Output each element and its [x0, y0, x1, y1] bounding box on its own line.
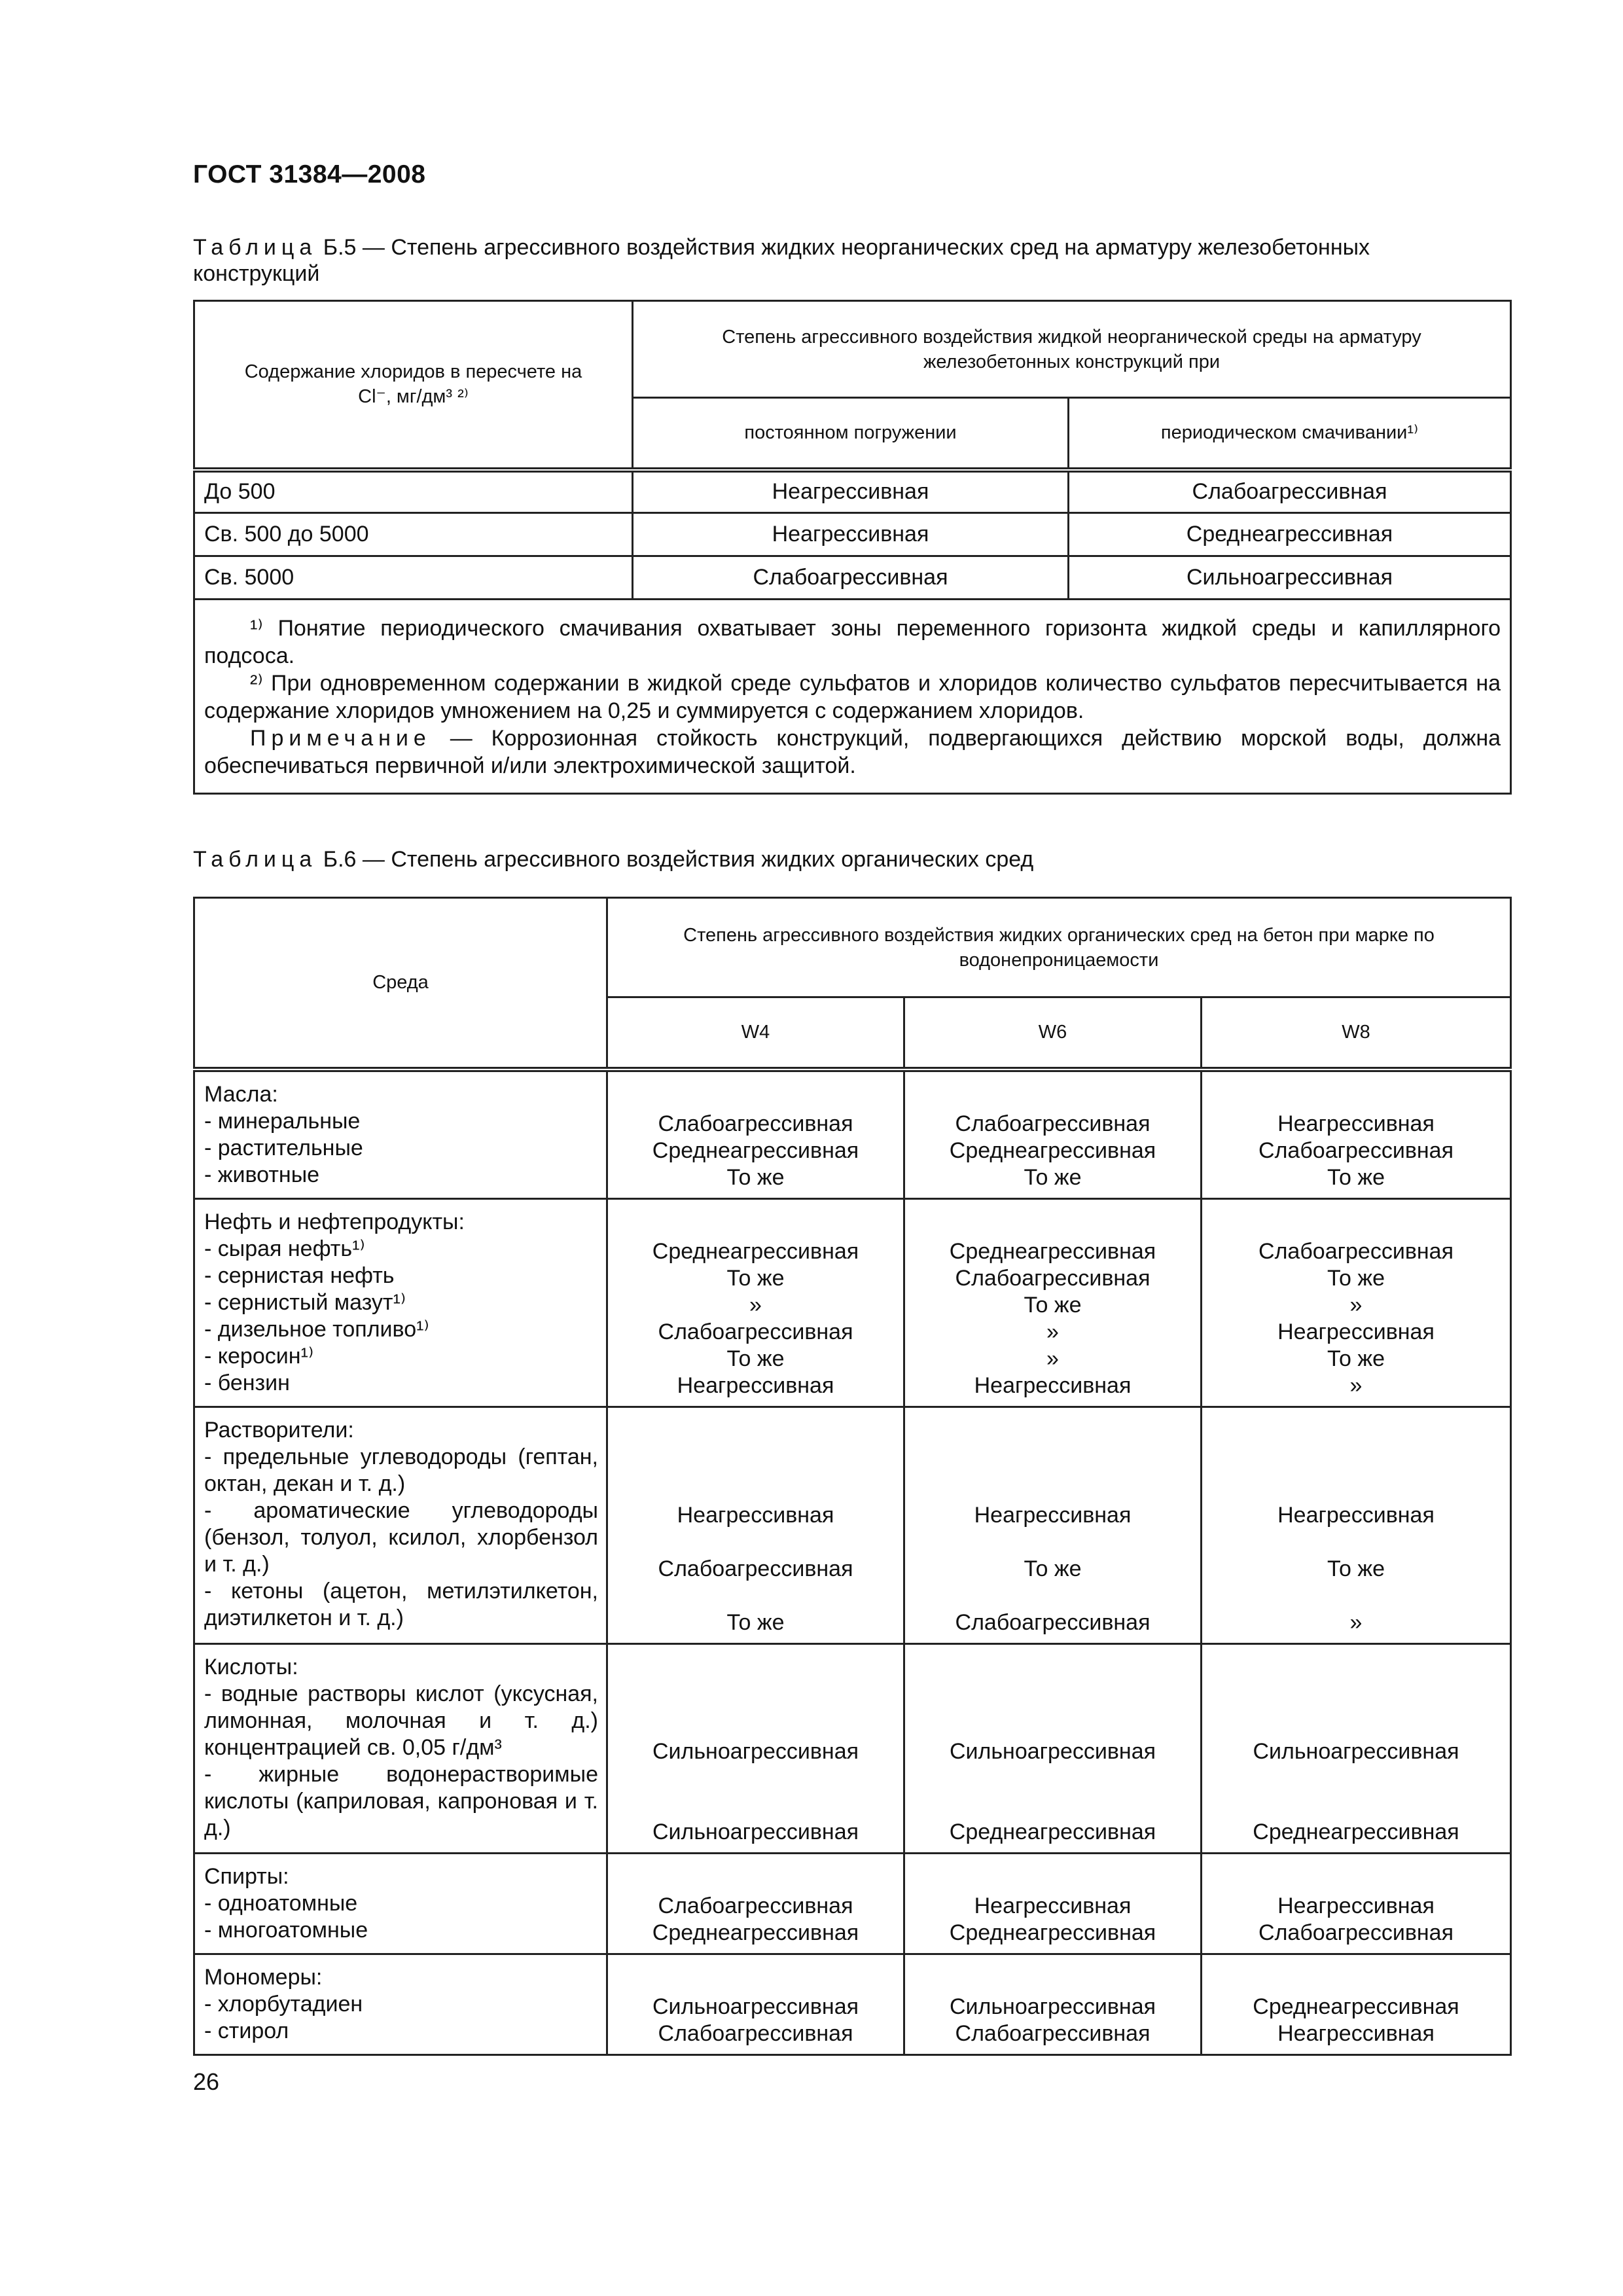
note-text: — Коррозионная стойкость конструкций, подвергающихся действию морской воды, должна обеспечиваться первичной и/или электрохимической защитой.	[204, 726, 1501, 778]
rating-value: То же	[726, 1609, 785, 1635]
page-number: 26	[193, 2068, 220, 2095]
medium-item: - растительные	[204, 1135, 363, 1160]
note-label: Примечание	[250, 726, 431, 751]
rating-value: То же	[1024, 1292, 1082, 1318]
medium-cell	[194, 1853, 607, 1954]
rating-value: Среднеагрессивная	[949, 1138, 1156, 1163]
medium-item: - жирные водонерастворимые кислоты (каприловая, капроновая и т. д.)	[204, 1761, 598, 1840]
table6-caption	[193, 846, 1495, 872]
rating-cell-w4	[607, 1643, 904, 1853]
table5-cell: Среднеагрессивная	[1069, 513, 1511, 556]
rating-value: Слабоагрессивная	[658, 1319, 853, 1344]
rating-value: То же	[1327, 1556, 1385, 1581]
medium-group-title: Мономеры:	[204, 1964, 323, 1990]
rating-value: То же	[1024, 1164, 1082, 1190]
table5-cell: Св. 5000	[194, 556, 633, 600]
medium-item: - керосин¹⁾	[204, 1343, 314, 1369]
rating-value: »	[1349, 1292, 1363, 1318]
medium-item: - одноатомные	[204, 1890, 358, 1916]
table5-caption-text: Б.5 — Степень агрессивного воздействия жидких неорганических сред на арматуру железобетонных конструкций	[193, 235, 1370, 286]
rating-cell-w8	[1202, 1853, 1511, 1954]
rating-value: Среднеагрессивная	[949, 1238, 1156, 1264]
table5-cell: Неагрессивная	[633, 513, 1069, 556]
medium-group-title: Нефть и нефтепродукты:	[204, 1209, 465, 1234]
medium-item: - хлорбутадиен	[204, 1991, 363, 2017]
rating-value: Неагрессивная	[974, 1372, 1132, 1398]
medium-cell	[194, 1069, 607, 1199]
table-b5	[193, 300, 1512, 795]
rating-value: »	[1046, 1319, 1059, 1344]
table5-cell: Слабоагрессивная	[1069, 470, 1511, 513]
rating-value: Слабоагрессивная	[658, 2020, 853, 2046]
rating-value: Среднеагрессивная	[1253, 1819, 1459, 1844]
medium-item: - сернистая нефть	[204, 1263, 395, 1288]
table-row	[194, 1198, 1511, 1407]
rating-value: Слабоагрессивная	[658, 1893, 853, 1918]
table5-cell: Сильноагрессивная	[1069, 556, 1511, 600]
rating-value: Сильноагрессивная	[652, 1994, 859, 2019]
table5-sub2-header: периодическом смачивании¹⁾	[1069, 398, 1511, 470]
medium-item: - водные растворы кислот (уксусная, лимонная, молочная и т. д.) концентрацией св. 0,05 г/дм³	[204, 1681, 598, 1760]
rating-cell-w6	[904, 1069, 1202, 1199]
rating-cell-w4	[607, 1198, 904, 1407]
table5-sub1-header: постоянном погружении	[633, 398, 1069, 470]
table5-cell: Неагрессивная	[633, 470, 1069, 513]
rating-value: »	[1046, 1346, 1059, 1371]
rating-value: Слабоагрессивная	[1258, 1138, 1454, 1163]
medium-group-title: Спирты:	[204, 1863, 289, 1889]
rating-cell-w4	[607, 1853, 904, 1954]
medium-item: - стирол	[204, 2018, 289, 2043]
rating-value: Сильноагрессивная	[652, 1738, 859, 1764]
rating-value: Среднеагрессивная	[949, 1920, 1156, 1945]
rating-cell-w8	[1202, 1643, 1511, 1853]
rating-value: Сильноагрессивная	[652, 1819, 859, 1844]
medium-item: - дизельное топливо¹⁾	[204, 1316, 429, 1342]
medium-item: - предельные углеводороды (гептан, октан, декан и т. д.)	[204, 1444, 598, 1496]
table-row	[194, 1853, 1511, 1954]
rating-value: То же	[726, 1346, 785, 1371]
rating-value: Среднеагрессивная	[652, 1920, 859, 1945]
rating-value: Слабоагрессивная	[658, 1556, 853, 1581]
medium-cell	[194, 1954, 607, 2054]
rating-value: Среднеагрессивная	[1253, 1994, 1459, 2019]
rating-value: То же	[726, 1164, 785, 1190]
table5-cell: Св. 500 до 5000	[194, 513, 633, 556]
table6-group-header: Степень агрессивного воздействия жидких органических сред на бетон при марке по водонепроницаемости	[607, 898, 1511, 997]
rating-value: То же	[1327, 1346, 1385, 1371]
rating-cell-w8	[1202, 1198, 1511, 1407]
rating-value: Слабоагрессивная	[955, 1609, 1150, 1635]
rating-value: Слабоагрессивная	[955, 2020, 1150, 2046]
rating-value: Неагрессивная	[677, 1372, 834, 1398]
table6-caption-word: Таблица	[193, 847, 317, 872]
table-row	[194, 1643, 1511, 1853]
medium-item: - животные	[204, 1162, 320, 1187]
rating-cell-w4	[607, 1407, 904, 1643]
medium-group-title: Масла:	[204, 1081, 278, 1107]
table5-notes	[194, 600, 1511, 794]
rating-value: Неагрессивная	[1277, 2020, 1435, 2046]
rating-value: То же	[1327, 1265, 1385, 1291]
rating-cell-w6	[904, 1853, 1202, 1954]
table5-group-header: Степень агрессивного воздействия жидкой неорганической среды на арматуру железобетонных конструкций при	[633, 301, 1511, 398]
rating-value: »	[1349, 1609, 1363, 1635]
table6-sub-w6: W6	[904, 997, 1202, 1069]
table6-col1-header: Среда	[194, 898, 607, 1069]
rating-value: Среднеагрессивная	[652, 1238, 859, 1264]
medium-item: - минеральные	[204, 1108, 361, 1134]
rating-value: Неагрессивная	[1277, 1319, 1435, 1344]
table5-notes-row	[194, 600, 1511, 794]
rating-value: Слабоагрессивная	[955, 1111, 1150, 1136]
medium-item: - сырая нефть¹⁾	[204, 1236, 365, 1261]
rating-cell-w6	[904, 1643, 1202, 1853]
table6-sub-w8: W8	[1202, 997, 1511, 1069]
rating-cell-w8	[1202, 1954, 1511, 2054]
table5-note	[204, 725, 1501, 780]
medium-cell	[194, 1407, 607, 1643]
medium-cell	[194, 1198, 607, 1407]
rating-value: Неагрессивная	[1277, 1893, 1435, 1918]
rating-value: Среднеагрессивная	[949, 1819, 1156, 1844]
medium-item: - кетоны (ацетон, метилэтилкетон, диэтилкетон и т. д.)	[204, 1578, 598, 1630]
rating-value: Сильноагрессивная	[949, 1994, 1156, 2019]
table-b6	[193, 897, 1512, 2056]
rating-value: То же	[1327, 1164, 1385, 1190]
rating-value: Неагрессивная	[974, 1893, 1132, 1918]
table5-cell: До 500	[194, 470, 633, 513]
table5-cell: Слабоагрессивная	[633, 556, 1069, 600]
rating-cell-w8	[1202, 1069, 1511, 1199]
rating-cell-w4	[607, 1954, 904, 2054]
rating-value: Сильноагрессивная	[949, 1738, 1156, 1764]
table-row	[194, 1954, 1511, 2054]
footnote-2: ²⁾ При одновременном содержании в жидкой среде сульфатов и хлоридов количество сульфатов пересчитывается на содержание хлоридов умножением на 0,25 и суммируется с содержанием хлоридов.	[204, 671, 1501, 723]
rating-value: Неагрессивная	[1277, 1111, 1435, 1136]
table5-caption	[193, 234, 1495, 287]
footnote-1: ¹⁾ Понятие периодического смачивания охватывает зоны переменного горизонта жидкой среды и капиллярного подсоса.	[204, 616, 1501, 668]
medium-item: - ароматические углеводороды (бензол, толуол, ксилол, хлорбензол и т. д.)	[204, 1498, 598, 1577]
table6-sub-w4: W4	[607, 997, 904, 1069]
rating-cell-w8	[1202, 1407, 1511, 1643]
table-row	[194, 556, 1511, 600]
table6-caption-text: Б.6 — Степень агрессивного воздействия жидких органических сред	[317, 847, 1034, 872]
medium-item: - многоатомные	[204, 1917, 368, 1943]
rating-cell-w6	[904, 1954, 1202, 2054]
table-row	[194, 470, 1511, 513]
rating-value: Среднеагрессивная	[652, 1138, 859, 1163]
document-header: ГОСТ 31384—2008	[193, 160, 426, 188]
rating-value: Сильноагрессивная	[1253, 1738, 1459, 1764]
rating-value: Неагрессивная	[974, 1502, 1132, 1528]
rating-cell-w4	[607, 1069, 904, 1199]
rating-value: Слабоагрессивная	[658, 1111, 853, 1136]
medium-group-title: Кислоты:	[204, 1654, 298, 1679]
table5-caption-word: Таблица	[193, 235, 317, 260]
medium-group-title: Растворители:	[204, 1417, 354, 1443]
table-row	[194, 513, 1511, 556]
table-row	[194, 1069, 1511, 1199]
rating-value: То же	[726, 1265, 785, 1291]
table-row	[194, 1407, 1511, 1643]
rating-value: Неагрессивная	[1277, 1502, 1435, 1528]
rating-value: Слабоагрессивная	[1258, 1238, 1454, 1264]
rating-value: Слабоагрессивная	[955, 1265, 1150, 1291]
rating-cell-w6	[904, 1407, 1202, 1643]
rating-value: »	[1349, 1372, 1363, 1398]
medium-cell	[194, 1643, 607, 1853]
table5-col1-header: Содержание хлоридов в пересчете на Cl⁻, мг/дм³ ²⁾	[194, 301, 633, 470]
rating-value: То же	[1024, 1556, 1082, 1581]
rating-value: »	[749, 1292, 762, 1318]
rating-value: Неагрессивная	[677, 1502, 834, 1528]
rating-cell-w6	[904, 1198, 1202, 1407]
medium-item: - сернистый мазут¹⁾	[204, 1289, 406, 1315]
medium-item: - бензин	[204, 1370, 290, 1395]
rating-value: Слабоагрессивная	[1258, 1920, 1454, 1945]
